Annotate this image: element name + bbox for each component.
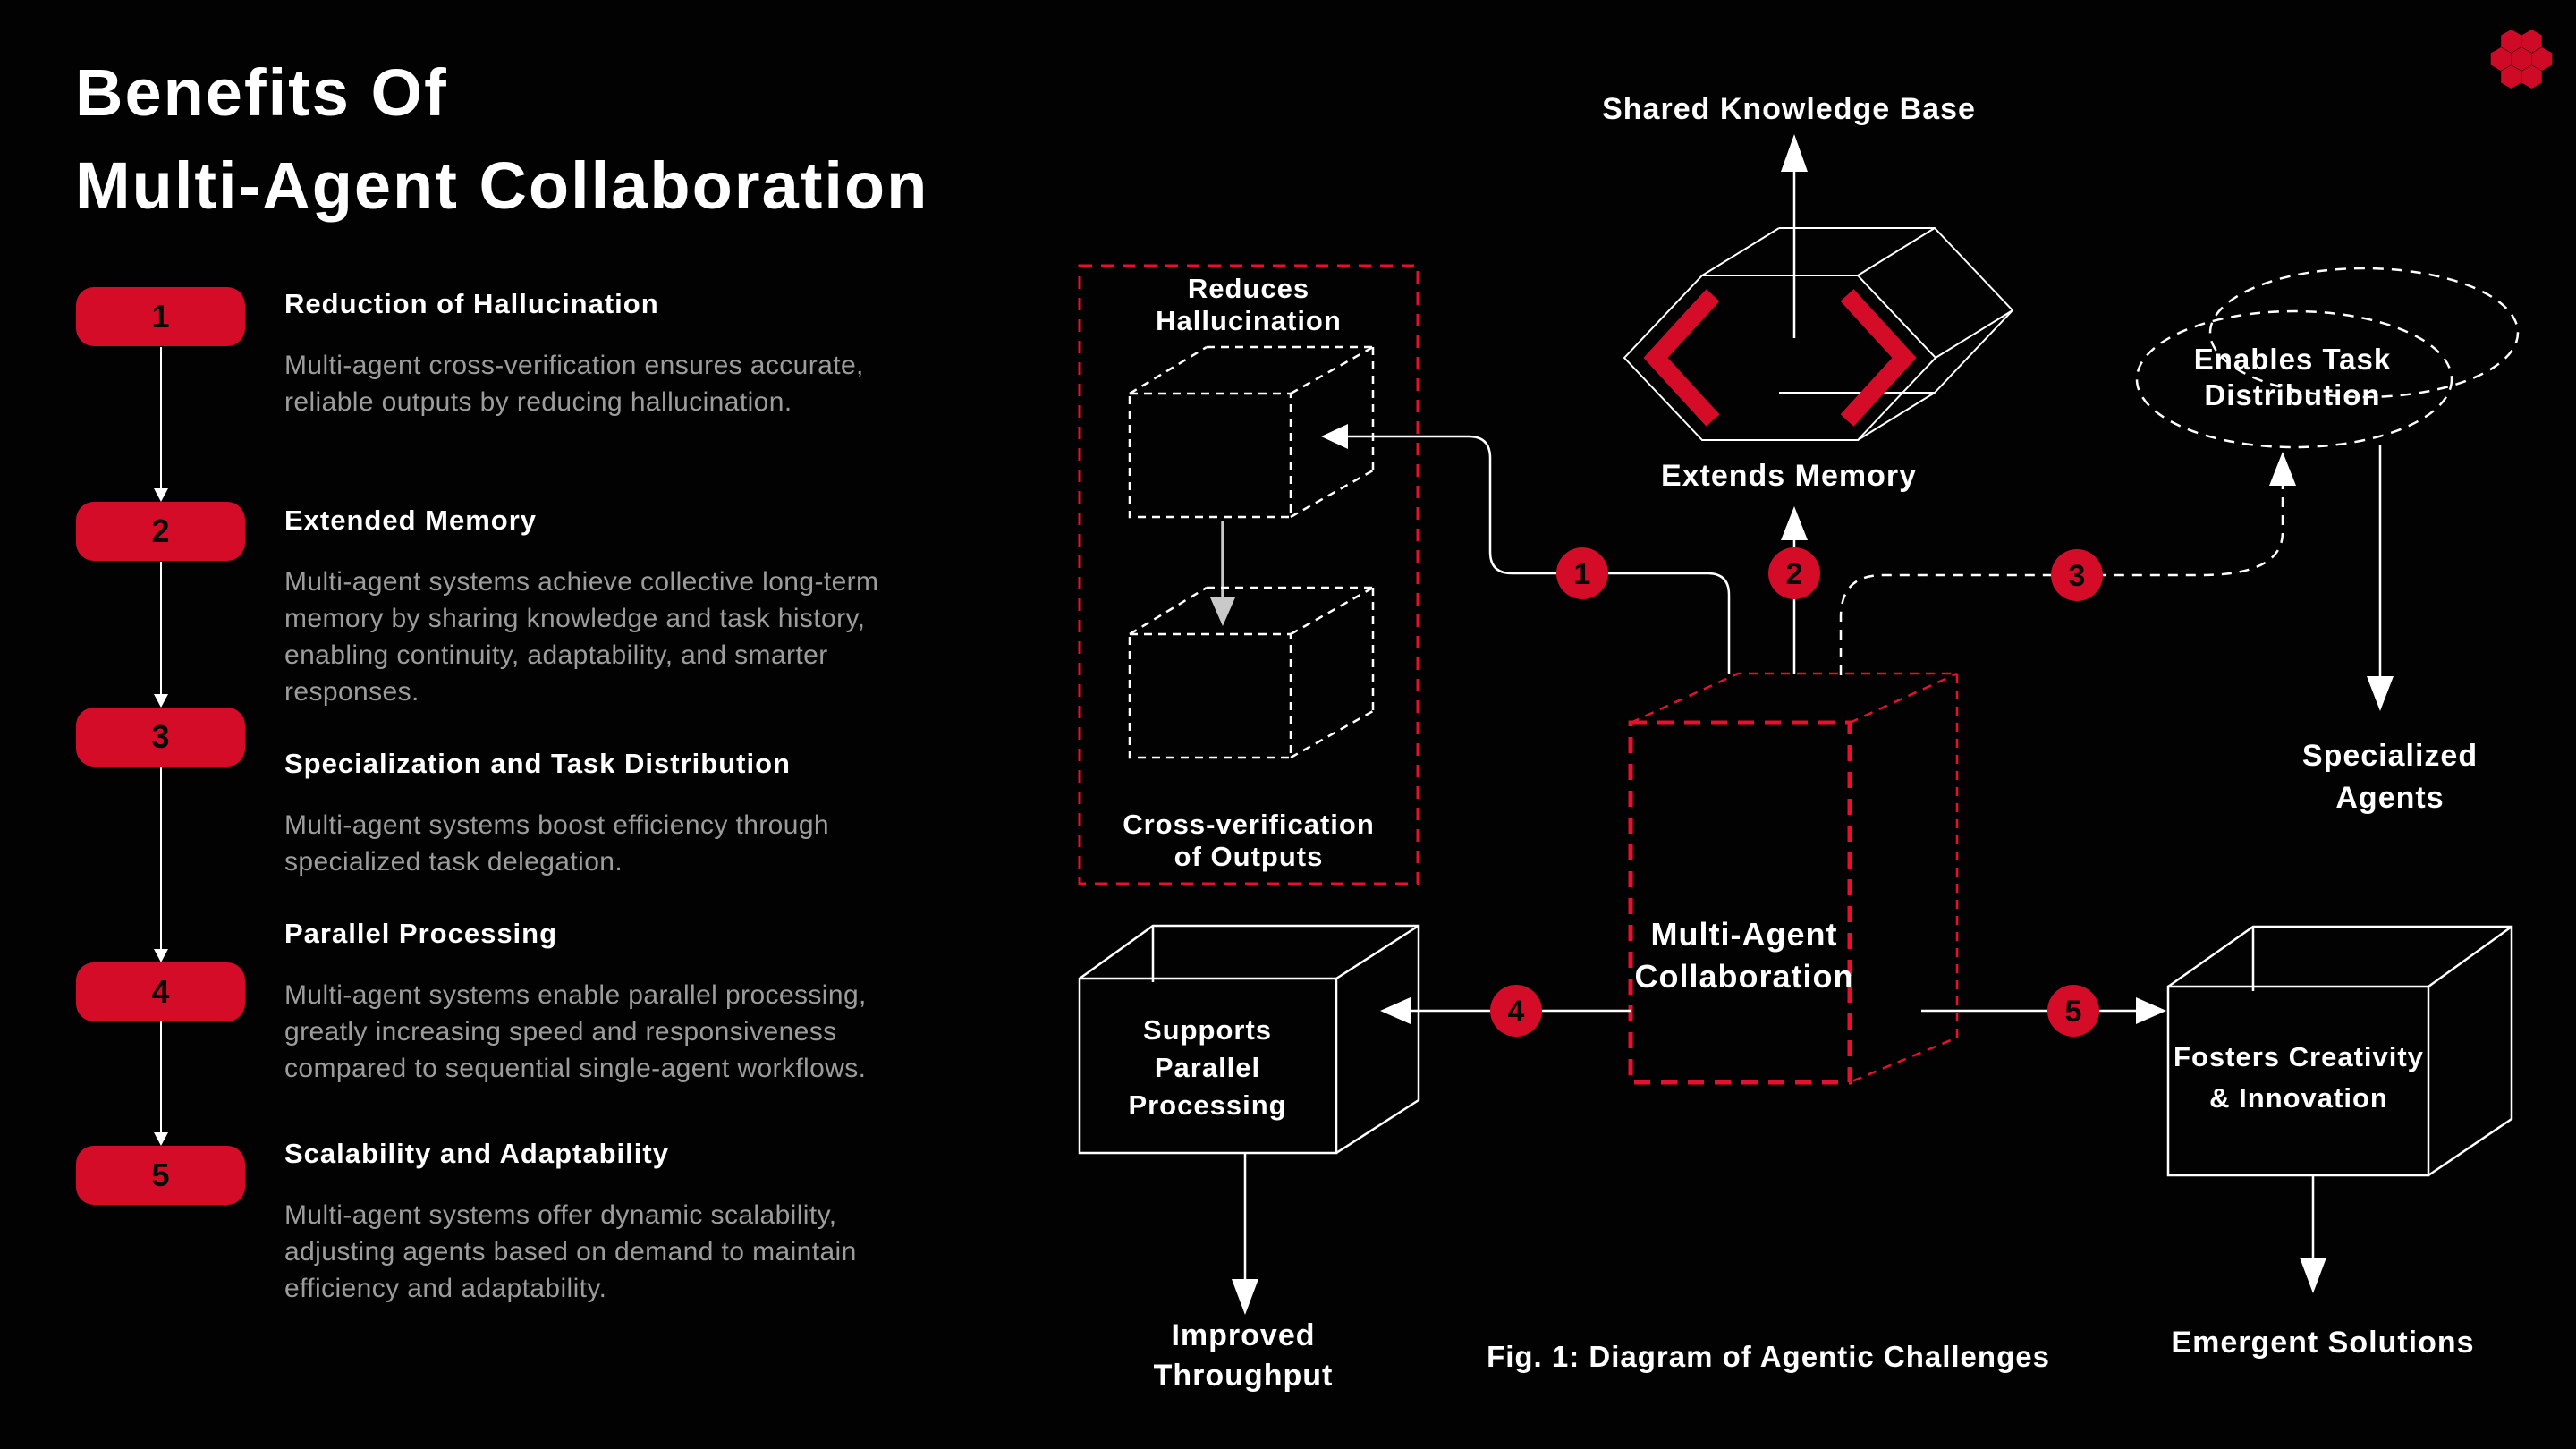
- badge-4: [1490, 985, 1542, 1037]
- benefit-badge-4-number: 4: [151, 973, 170, 1010]
- benefit-heading-5: Scalability and Adaptability: [284, 1138, 669, 1169]
- creativity-box-line1: Fosters Creativity: [2174, 1041, 2424, 1072]
- hallucination-title-line2: Hallucination: [1156, 305, 1342, 336]
- creativity-box-line2: & Innovation: [2209, 1082, 2388, 1114]
- hallucination-container: [1080, 266, 1418, 884]
- figure-caption: Fig. 1: Diagram of Agentic Challenges: [1487, 1340, 2050, 1373]
- creativity-box: [2168, 927, 2512, 1175]
- extends-memory-label: Extends Memory: [1660, 459, 1918, 493]
- benefit-badge-5: [76, 1146, 245, 1205]
- benefit-description-1: Multi-agent cross-verification ensures accurate, reliable outputs by reducing hallucination.: [284, 351, 864, 417]
- benefit-description-3: Multi-agent systems boost efficiency through specialized task delegation.: [284, 810, 830, 877]
- benefit-description-5: Multi-agent systems offer dynamic scalability, adjusting agents based on demand to maintain efficiency and adaptability.: [284, 1200, 857, 1303]
- hallucination-title-line1: Reduces: [1187, 273, 1310, 304]
- improved-throughput-line2: Throughput: [1153, 1359, 1334, 1393]
- benefit-heading-2: Extended Memory: [284, 504, 538, 536]
- badge-1: [1556, 547, 1608, 599]
- svg-text:1: 1: [1573, 557, 1591, 591]
- hex-cluster-logo-icon: [2491, 30, 2553, 89]
- svg-text:4: 4: [1507, 995, 1525, 1029]
- multi-agent-label-line1: Multi-Agent: [1650, 916, 1838, 953]
- benefit-badge-2: [76, 502, 245, 561]
- specialized-agents-line2: Agents: [2335, 781, 2445, 815]
- benefit-item-2: [284, 501, 911, 710]
- agent-cube-bottom-icon: [1130, 588, 1373, 758]
- benefit-item-1: [284, 284, 911, 420]
- benefit-heading-3: Specialization and Task Distribution: [284, 748, 791, 779]
- parallel-box-line2: Parallel: [1154, 1052, 1261, 1083]
- svg-text:5: 5: [2064, 995, 2082, 1029]
- multi-agent-box: [1631, 674, 1957, 1082]
- emergent-solutions-label: Emergent Solutions: [2171, 1326, 2475, 1360]
- parallel-box-line1: Supports: [1142, 1014, 1273, 1046]
- benefit-badge-4: [76, 962, 245, 1021]
- badge-3: [2051, 549, 2103, 601]
- chevron-right-icon: [1847, 295, 1904, 420]
- page-title-line2: Multi-Agent Collaboration: [75, 148, 929, 223]
- task-ellipse-label-line1: Enables Task: [2193, 343, 2392, 376]
- svg-text:2: 2: [1785, 557, 1803, 591]
- hallucination-caption-line1: Cross-verification: [1123, 809, 1375, 840]
- benefit-badge-5-number: 5: [151, 1157, 170, 1193]
- hallucination-caption-line2: of Outputs: [1174, 841, 1324, 872]
- benefit-item-3: [284, 744, 911, 880]
- improved-throughput-line1: Improved: [1171, 1318, 1316, 1352]
- parallel-box-line3: Processing: [1128, 1089, 1287, 1121]
- badge-5: [2047, 985, 2099, 1037]
- svg-text:3: 3: [2068, 559, 2086, 593]
- task-distribution-ellipse: [2137, 268, 2518, 447]
- chevron-left-icon: [1656, 295, 1713, 420]
- benefit-heading-4: Parallel Processing: [284, 918, 558, 949]
- benefit-item-4: [284, 914, 911, 1087]
- task-ellipse-label-line2: Distribution: [2204, 378, 2381, 411]
- page-title: [75, 47, 928, 233]
- benefit-heading-1: Reduction of Hallucination: [284, 288, 659, 319]
- parallel-processing-box: [1080, 926, 1419, 1153]
- benefit-badge-3: [76, 708, 245, 767]
- multi-agent-label-line2: Collaboration: [1634, 958, 1854, 995]
- page-title-line1: Benefits Of: [75, 55, 448, 130]
- benefit-badge-3-number: 3: [151, 718, 170, 755]
- badge-2: [1768, 547, 1820, 599]
- benefit-description-2: Multi-agent systems achieve collective long-term memory by sharing knowledge and task history, enabling continuity, adaptability, and smarter responses.: [284, 567, 879, 707]
- benefit-badge-2-number: 2: [151, 513, 170, 549]
- benefit-badge-1-number: 1: [151, 298, 170, 335]
- benefit-item-5: [284, 1134, 911, 1307]
- shared-knowledge-base-label: Shared Knowledge Base: [1602, 92, 1976, 126]
- benefit-description-4: Multi-agent systems enable parallel processing, greatly increasing speed and responsiveness compared to sequential single-agent workflows.: [284, 980, 867, 1083]
- benefit-badge-1: [76, 287, 245, 346]
- memory-hexagon-icon: [1624, 228, 2012, 440]
- specialized-agents-line1: Specialized: [2301, 739, 2479, 773]
